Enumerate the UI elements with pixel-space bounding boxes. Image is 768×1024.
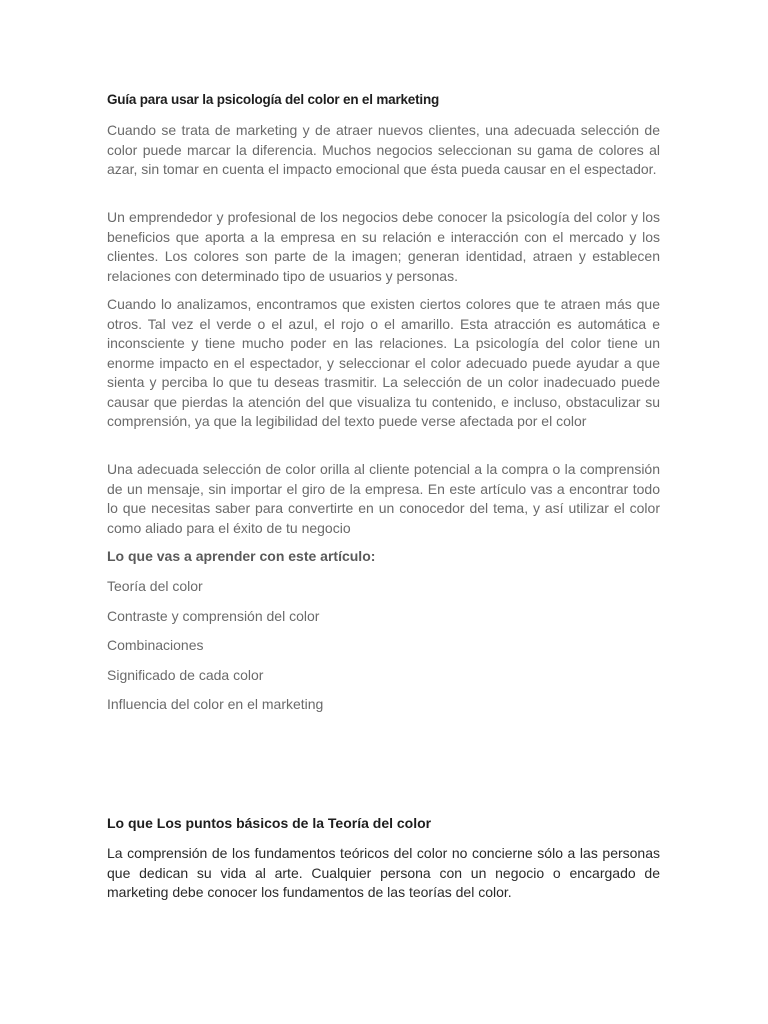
section-heading: Lo que Los puntos básicos de la Teoría del color [107, 815, 432, 831]
learn-list-item: Combinaciones [107, 637, 204, 653]
learn-list-item: Significado de cada color [107, 666, 264, 683]
learn-list-item: Teoría del color [107, 578, 203, 594]
learn-heading: Lo que vas a aprender con este artículo: [107, 548, 376, 564]
document-title: Guía para usar la psicología del color en el marketing [107, 92, 440, 107]
intro-paragraph-3: Cuando lo analizamos, encontramos que existen ciertos colores que te atraen más que otros. Tal vez el verde o el azul, el rojo o el amarillo. Esta atracción es automática e inconsciente y tiene mucho poder en las relaciones. La psicología del color tiene un enorme impacto en el espectador, y seleccionar el color adecuado puede ayudar a que sienta y perciba lo que tu deseas trasmitir. La selección de un color inadecuado puede causar que pierdas la atención del que visualiza tu contenido, e incluso, obstaculizar su comprensión, ya que la legibilidad del texto puede verse afectada por el color [107, 296, 660, 429]
learn-list-item: Contraste y comprensión del color [107, 607, 320, 624]
intro-paragraph-2: Un emprendedor y profesional de los negocios debe conocer la psicología del color y los beneficios que aporta a la empresa en su relación e interacción con el mercado y los clientes. Los colores son parte de la imagen; generan identidad, atraen y establecen relaciones con determinado tipo de usuarios y personas. [107, 209, 660, 284]
learn-list [107, 577, 323, 725]
learn-list-item: Influencia del color en el marketing [107, 696, 324, 712]
intro-paragraph-1: Cuando se trata de marketing y de atraer nuevos clientes, una adecuada selección de color puede marcar la diferencia. Muchos negocios seleccionan su gama de colores al azar, sin tomar en cuenta el impacto emocional que ésta pueda causar en el espectador. [107, 122, 660, 177]
section-paragraph: La comprensión de los fundamentos teóricos del color no concierne sólo a las personas que dedican su vida al arte. Cualquier persona con un negocio o encargado de marketing debe conocer los fundamentos de las teorías del color. [107, 845, 660, 900]
intro-paragraph-4: Una adecuada selección de color orilla al cliente potencial a la compra o la comprensión de un mensaje, sin importar el giro de la empresa. En este artículo vas a encontrar todo lo que necesitas saber para convertirte en un conocedor del tema, y así utilizar el color como aliado para el éxito de tu negocio [107, 461, 660, 536]
